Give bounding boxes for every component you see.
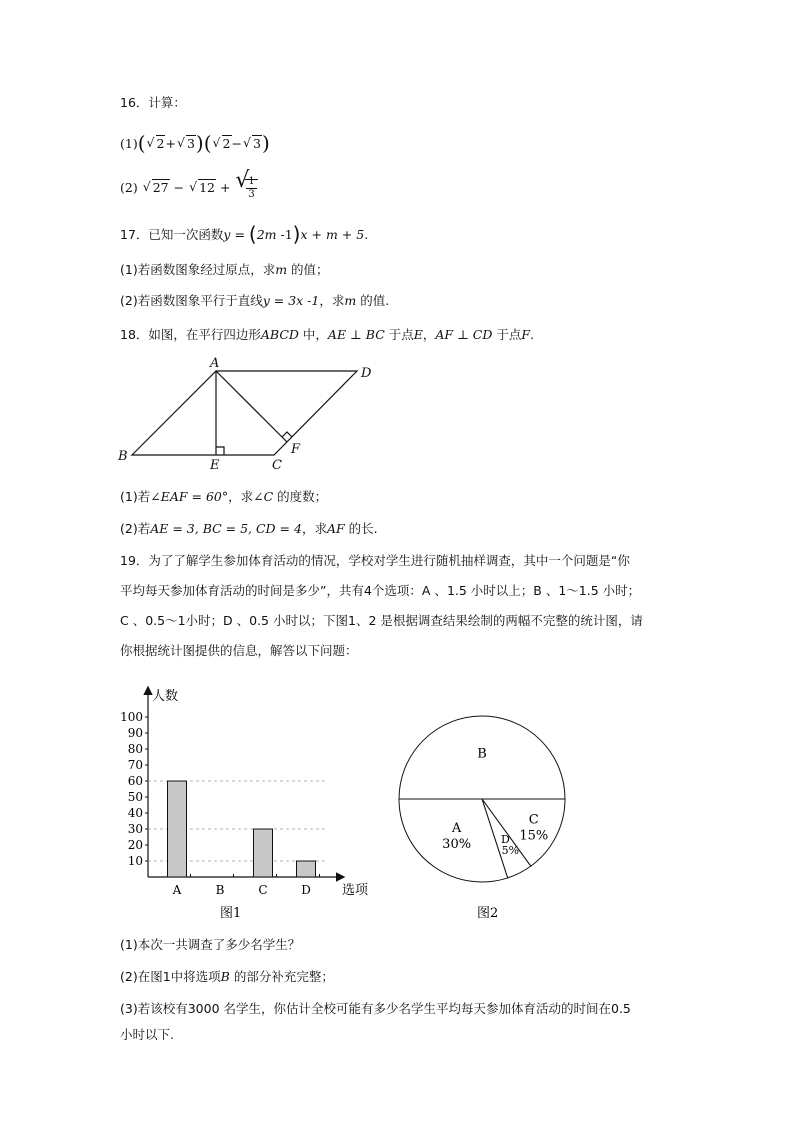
y-tick-label: 40: [127, 806, 143, 820]
paren-close-2: ): [261, 131, 270, 155]
q18-part1: (1)若∠EAF = 60°，求∠C 的度数；: [120, 489, 328, 504]
right-angle-f: [282, 432, 292, 437]
bar-c: [254, 829, 273, 877]
right-angle-e: [216, 447, 224, 455]
x-axis-label: 选项: [342, 883, 369, 898]
paren-open-2: (: [203, 131, 212, 155]
minus-sign: −: [231, 136, 242, 151]
x-tick-label: B: [215, 883, 225, 897]
paren-close: ): [195, 131, 204, 155]
q16-title: 16．计算：: [120, 95, 186, 110]
bar-d: [297, 861, 316, 877]
q19-sub3-line2: 小时以下.: [120, 1027, 174, 1042]
bar-chart-figure-1: [110, 680, 400, 930]
q19-line4: 你根据统计图提供的信息，解答以下问题：: [120, 643, 358, 658]
q17-part2: (2)若函数图象平行于直线y = 3x -1，求m 的值.: [120, 293, 390, 308]
sqrt-27: √ 27: [142, 179, 169, 195]
sqrt-one-third: √ $\frac{1}{3}$: [235, 176, 257, 201]
x-tick-label: D: [301, 883, 311, 897]
q18-part2: (2)若AE = 3, BC = 5, CD = 4，求AF 的长.: [120, 521, 378, 536]
y-tick-label: 70: [127, 758, 143, 772]
y-tick-label: 100: [120, 710, 143, 724]
q18-title: 18．如图，在平行四边形ABCD 中，AE ⊥ BC 于点E，AF ⊥ CD 于点F.: [120, 327, 535, 342]
q19-sub1: (1)本次一共调查了多少名学生？: [120, 937, 301, 952]
sqrt-2a: √ 2: [146, 135, 165, 151]
label-b: B: [118, 449, 128, 464]
q19-sub3-line1: (3)若该校有3000 名学生，你估计全校可能有多少名学生平均每天参加体育活动的时间在0.5: [120, 1001, 631, 1016]
q19-line2: 平均每天参加体育活动的时间是多少”，共有4个选项：A 、1.5 小时以上；B 、1～1.5 小时；: [120, 583, 641, 598]
sqrt-3b: √ 3: [242, 135, 261, 151]
pie-chart-figure-2: [395, 710, 575, 925]
label-e: E: [210, 458, 220, 473]
q19-sub2: (2)在图1中将选项B 的部分补充完整；: [120, 969, 334, 984]
pie-label-b: B: [477, 746, 487, 762]
q16-part1: [120, 131, 270, 155]
sqrt-2b: √ 2: [212, 135, 231, 151]
y-tick-label: 50: [127, 790, 143, 804]
parallelogram-abcd: [132, 371, 357, 455]
q19-line1: 19．为了了解学生参加体育活动的情况，学校对学生进行随机抽样调查，其中一个问题是“你: [120, 553, 630, 568]
q17-part1: (1)若函数图象经过原点，求m 的值；: [120, 262, 329, 277]
q16-p2-label: (2): [120, 180, 138, 195]
q17-title: 17．已知一次函数y = (2m -1)x + m + 5.: [120, 222, 369, 246]
bar-a: [168, 781, 187, 877]
pie-percent-c: 15%: [519, 828, 549, 844]
figure-2-caption: 图2: [477, 906, 499, 921]
sqrt-12: √ 12: [189, 179, 215, 195]
label-d: D: [361, 366, 372, 381]
q19-line3: C 、0.5～1小时；D 、0.5 小时以；下图1、2 是根据调查结果绘制的两幅不完整的统计图，请: [120, 613, 643, 628]
y-tick-label: 30: [127, 822, 143, 836]
pie-percent-d: 5%: [501, 843, 520, 857]
pie-label-c: C: [528, 812, 539, 828]
label-f: F: [291, 442, 301, 457]
y-tick-label: 80: [127, 742, 143, 756]
pie-label-d: D: [500, 832, 510, 846]
sqrt-3a: √ 3: [176, 135, 195, 151]
q16-part2: [120, 168, 258, 201]
y-tick-label: 60: [127, 774, 143, 788]
y-tick-label: 90: [127, 726, 143, 740]
y-axis-label: 人数: [152, 689, 179, 704]
pie-label-a: A: [451, 820, 462, 836]
plus-sign: +: [219, 180, 231, 195]
figure-1-caption: 图1: [220, 906, 242, 921]
segment-af: [216, 371, 287, 442]
x-tick-label: C: [258, 883, 268, 897]
minus-sign: −: [173, 180, 185, 195]
x-tick-label: A: [172, 883, 182, 897]
y-tick-label: 20: [127, 838, 143, 852]
paren-open: (: [137, 131, 146, 155]
label-c: C: [272, 458, 282, 473]
pie-percent-a: 30%: [442, 836, 472, 852]
y-tick-label: 10: [127, 854, 143, 868]
label-a: A: [210, 356, 220, 371]
fraction: $\frac{1}{3}$: [248, 176, 255, 200]
q16-p1-label: (1): [120, 136, 138, 151]
plus-sign: +: [165, 136, 176, 151]
parallelogram-figure: [110, 355, 390, 475]
